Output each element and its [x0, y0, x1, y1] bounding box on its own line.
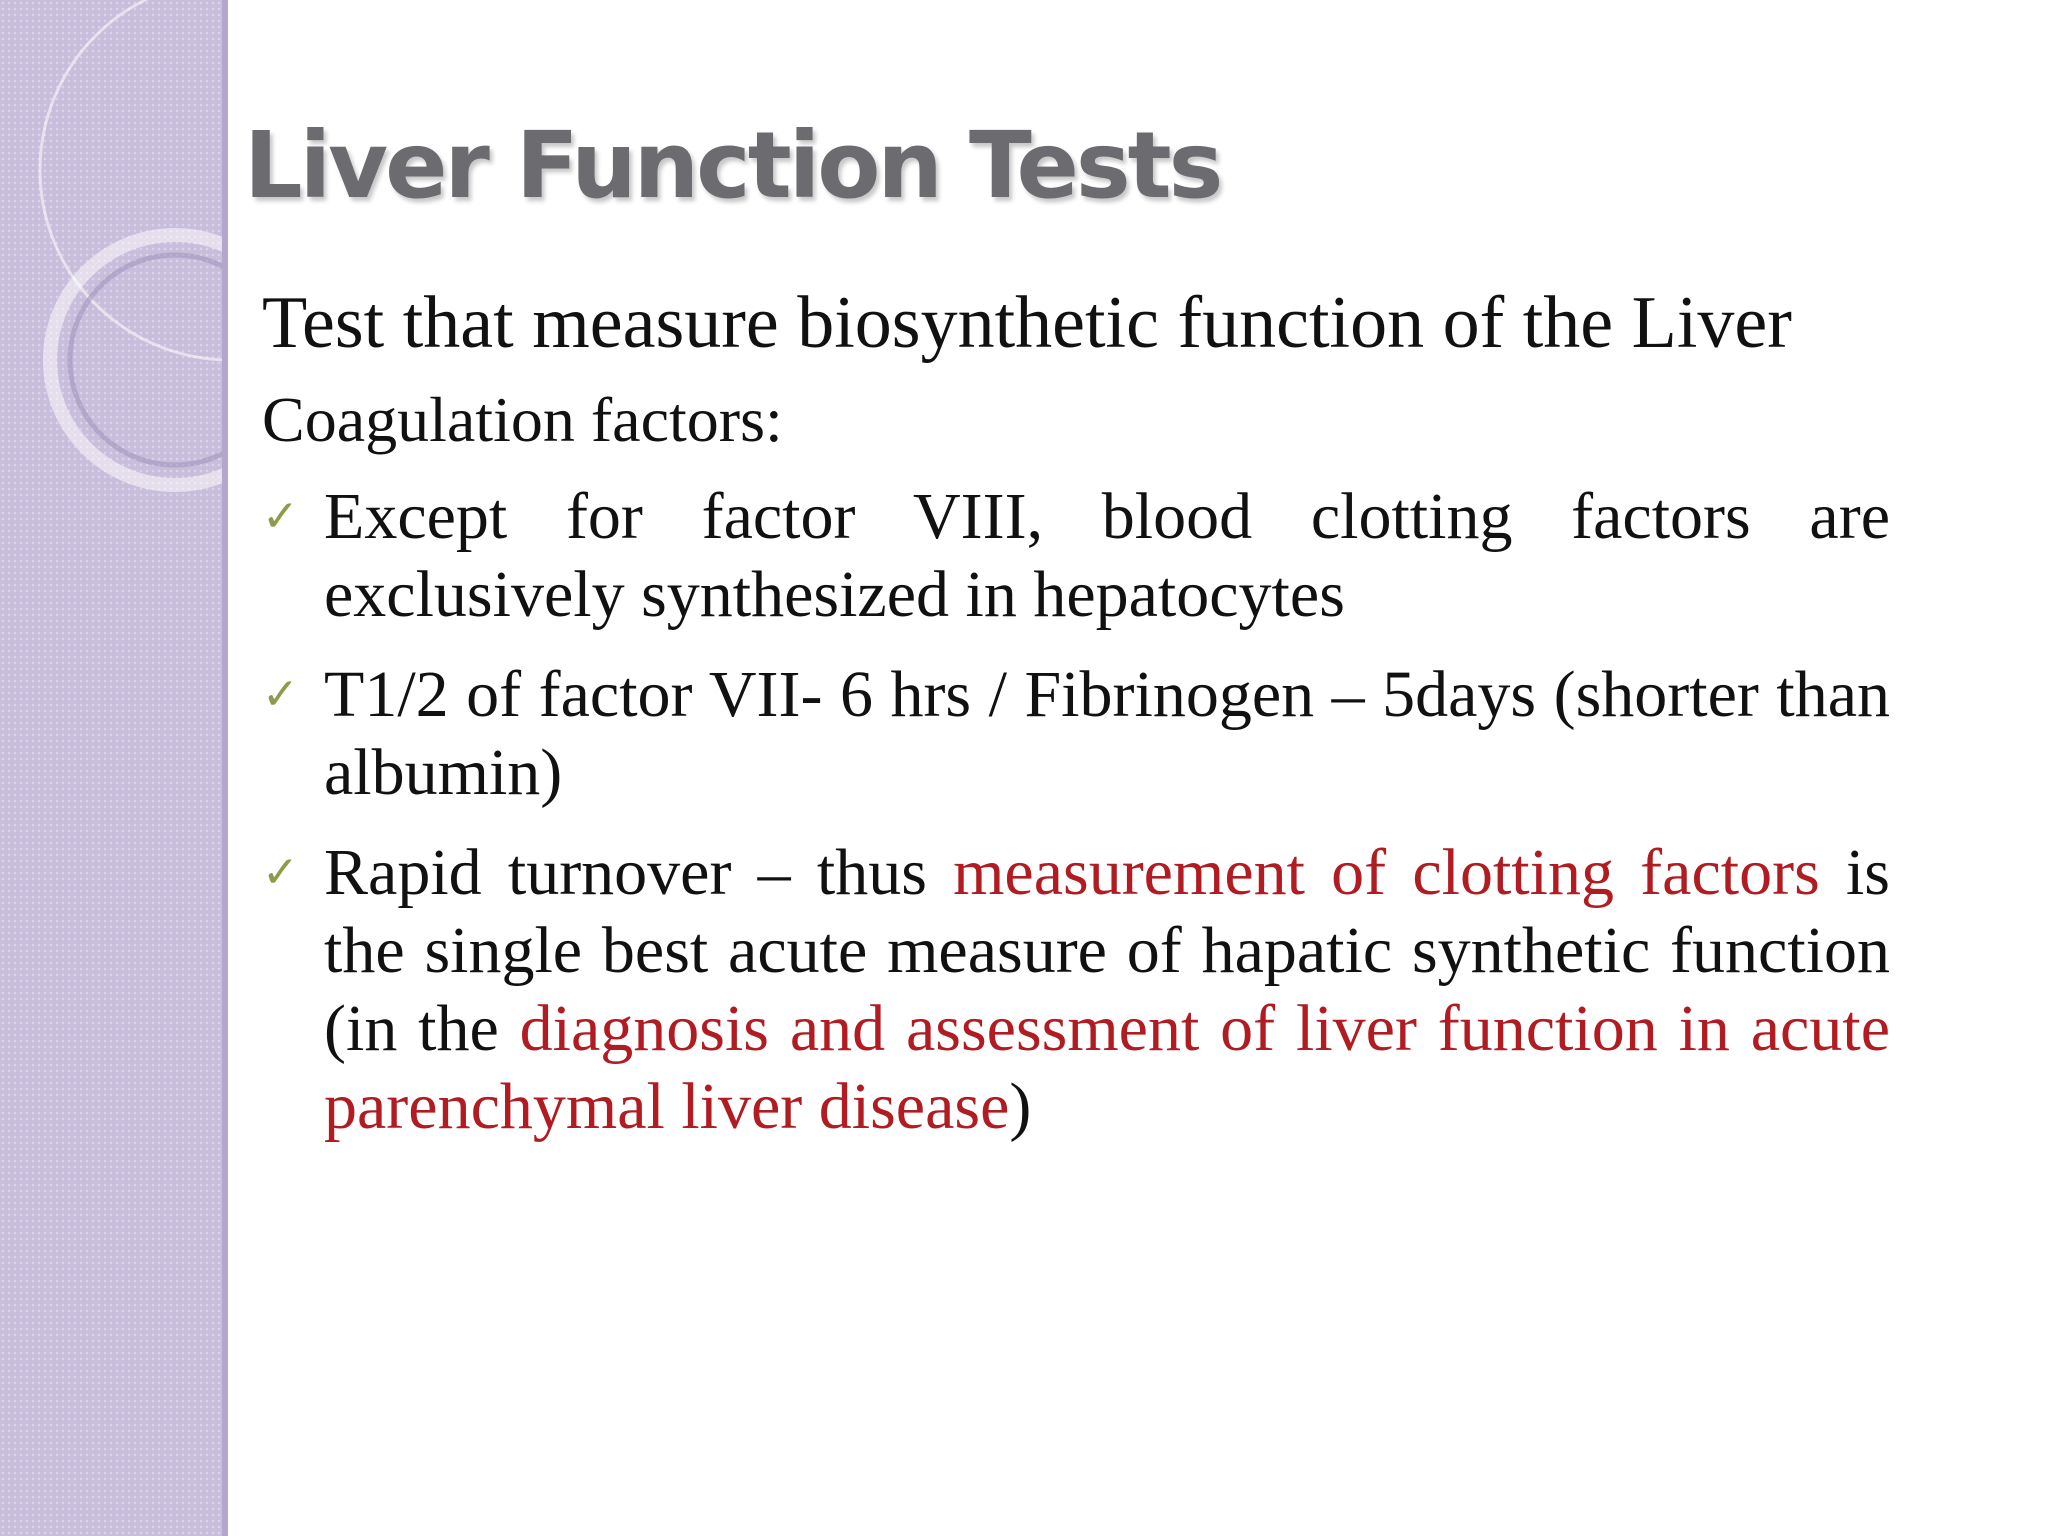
bullet-text-part: Rapid turnover – thus	[324, 836, 954, 909]
slide-title: Liver Function Tests	[244, 112, 1221, 219]
intro-text: Test that measure biosynthetic function of the Liver	[262, 282, 1792, 364]
highlighted-text: diagnosis and assessment of liver function in acute parenchymal liver disease	[324, 992, 1890, 1143]
slide-body	[262, 278, 1890, 1168]
check-icon: ✓	[262, 669, 299, 720]
bullet-text: T1/2 of factor VII- 6 hrs / Fibrinogen – 5days (shorter than albumin)	[324, 658, 1890, 809]
decorative-sidebar	[0, 0, 228, 1536]
highlighted-text: measurement of clotting factors	[953, 836, 1820, 909]
circles-decoration	[0, 0, 228, 1536]
bullet-item-3	[262, 834, 1890, 1146]
section-heading: Coagulation factors:	[262, 384, 783, 455]
sidebar-edge	[222, 0, 228, 1536]
bullet-item-1	[262, 478, 1890, 634]
bullet-text: Except for factor VIII, blood clotting factors are exclusively synthesized in hepatocytes	[324, 480, 1890, 631]
check-icon: ✓	[262, 491, 299, 542]
bullet-item-2	[262, 656, 1890, 812]
bullet-text-part: )	[1009, 1070, 1032, 1143]
check-icon: ✓	[262, 847, 299, 898]
bullet-text-part: is the single best acute measure of hapatic synthetic function (in the	[324, 836, 1890, 1065]
